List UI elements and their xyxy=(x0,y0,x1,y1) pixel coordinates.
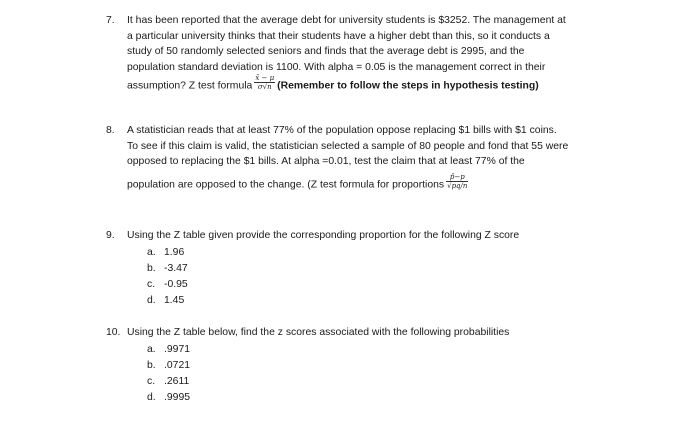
question-text-line: opposed to replacing the $1 bills. At alpha =0.01, test the claim that at least 77% of the xyxy=(127,156,525,167)
question-number: 10. xyxy=(106,327,121,338)
question-number: 8. xyxy=(106,125,115,136)
question-7 xyxy=(106,13,626,94)
option-label: d. xyxy=(147,392,156,404)
question-10 xyxy=(106,325,626,407)
z-test-formula xyxy=(254,74,275,91)
proportion-test-formula xyxy=(446,173,468,190)
question-text-line: To see if this claim is valid, the statistician selected a sample of 80 people and fond that 55 were xyxy=(127,140,569,152)
question-text: assumption? Z test formula xyxy=(127,80,253,92)
list-item xyxy=(147,342,626,358)
question-text-line: It has been reported that the average debt for university students is $3252. The management at xyxy=(127,15,566,26)
list-item xyxy=(147,374,626,390)
option-value: .2611 xyxy=(164,376,190,388)
list-item xyxy=(147,277,626,293)
formula-denominator: √pq/n xyxy=(447,181,468,190)
option-value: .0721 xyxy=(164,359,191,371)
option-label: c. xyxy=(147,279,156,291)
option-label: b. xyxy=(147,359,156,371)
option-value: .9971 xyxy=(164,343,191,355)
question-number: 7. xyxy=(106,15,115,26)
formula-numerator: x̄ − μ xyxy=(255,74,275,82)
option-value: 1.45 xyxy=(164,295,185,307)
option-label: b. xyxy=(147,262,156,274)
list-item xyxy=(147,245,626,261)
question-prompt: Using the Z table given provide the corresponding proportion for the following Z score xyxy=(127,230,520,241)
question-text-line: A statistician reads that at least 77% of the population oppose replacing $1 bills with $1 coins. xyxy=(127,125,557,136)
formula-denominator: σ√n xyxy=(257,83,272,91)
option-label: d. xyxy=(147,295,156,307)
question-text: population are opposed to the change. (Z test formula for proportions xyxy=(127,178,445,190)
option-value: 1.96 xyxy=(164,246,185,258)
question-text-line xyxy=(127,74,626,94)
list-item xyxy=(147,261,626,277)
option-label: c. xyxy=(147,376,156,388)
option-value: .9995 xyxy=(164,392,191,404)
question-text-line: study of 50 randomly selected seniors and finds that the average debt is 2995, and the xyxy=(127,46,525,57)
question-prompt: Using the Z table below, find the z scores associated with the following probabilities xyxy=(127,327,510,338)
option-value: -3.47 xyxy=(164,262,188,274)
list-item xyxy=(147,358,626,374)
question-text-line: a particular university thinks that their students have a higher debt than this, so it conducts a xyxy=(127,30,550,42)
option-list xyxy=(147,245,626,310)
hypothesis-note: (Remember to follow the steps in hypothesis testing) xyxy=(277,80,539,92)
option-value: -0.95 xyxy=(164,279,188,291)
question-text-line: population standard deviation is 1100. With alpha = 0.05 is the management correct in their xyxy=(127,61,546,73)
question-text-line xyxy=(127,172,626,193)
question-8 xyxy=(106,123,626,193)
formula-numerator: p̂−p xyxy=(446,173,468,182)
question-9 xyxy=(106,228,626,310)
option-list xyxy=(147,342,626,407)
option-label: a. xyxy=(147,246,156,258)
list-item xyxy=(147,293,626,309)
option-label: a. xyxy=(147,343,156,355)
question-number: 9. xyxy=(106,230,115,241)
list-item xyxy=(147,390,626,406)
